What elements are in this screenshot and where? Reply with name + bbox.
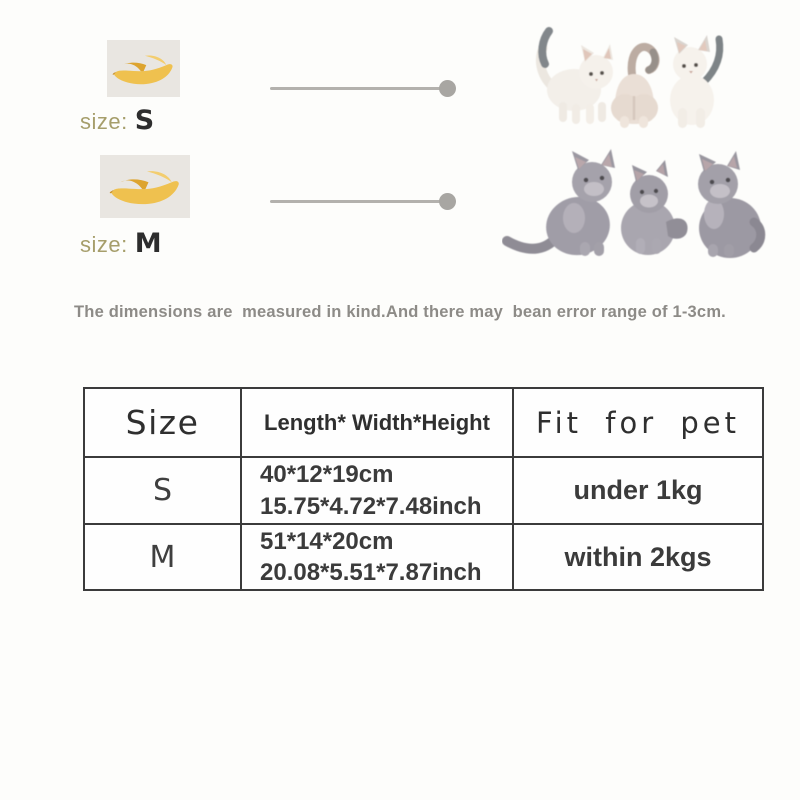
size-label-prefix: size: (80, 109, 128, 134)
table-header-fit: Fit for pet (514, 389, 762, 458)
dimensions-cm: 40*12*19cm (260, 461, 394, 489)
table-cell-size-s: S (85, 458, 242, 525)
table-cell-fit-m: within 2kgs (564, 541, 712, 572)
callout-line-s (270, 80, 460, 97)
callout-dot-icon (439, 193, 456, 210)
table-cell-fit-s: under 1kg (514, 458, 762, 525)
dimensions-cm: 51*14*20cm (260, 527, 394, 555)
product-image-size-m (100, 155, 190, 218)
gray-cats-image (502, 142, 770, 268)
table-cell-dimensions-m (242, 525, 514, 589)
dimensions-inch: 15.75*4.72*7.48inch (260, 492, 482, 520)
banana-bed-icon (110, 44, 177, 93)
callout-line (270, 200, 448, 203)
table-header-dimensions: Length* Width*Height (242, 389, 514, 458)
dimensions-inch: 20.08*5.51*7.87inch (260, 559, 482, 586)
callout-line (270, 87, 448, 90)
size-label-value: M (134, 228, 162, 259)
size-label-s (80, 105, 154, 136)
product-image-size-s (107, 40, 180, 97)
table-cell-dimensions-s (242, 458, 514, 525)
dimension-note: The dimensions are measured in kind.And there may bean error range of 1-3cm. (74, 303, 726, 321)
size-chart-table (83, 387, 764, 591)
callout-dot-icon (439, 80, 456, 97)
table-header-size: Size (85, 389, 242, 458)
size-label-m (80, 228, 162, 259)
table-cell-size-m: M (85, 525, 242, 589)
white-kittens-image (532, 20, 732, 135)
callout-line-m (270, 193, 460, 210)
size-label-prefix: size: (80, 232, 128, 257)
banana-bed-icon (104, 159, 187, 213)
size-label-value: S (134, 105, 155, 136)
